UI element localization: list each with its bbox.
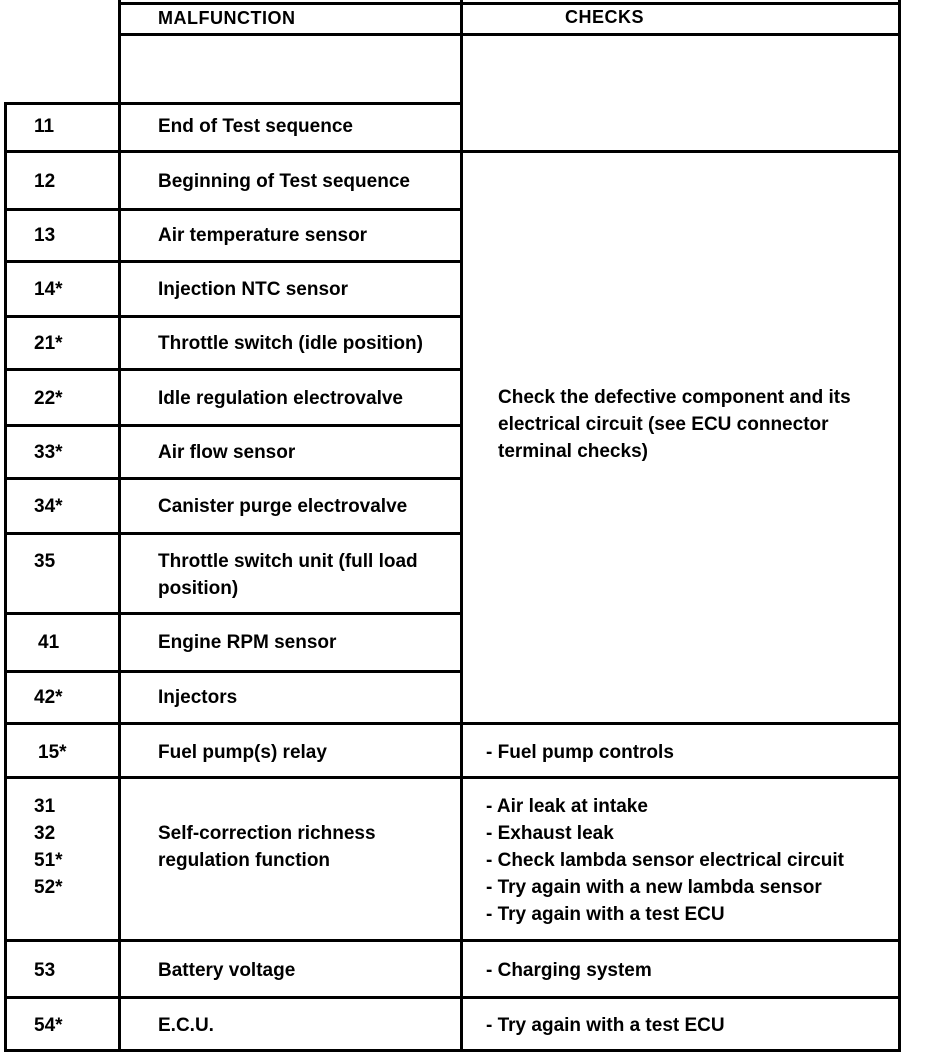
- fault-code: 21*: [34, 333, 63, 354]
- grid-line: [4, 996, 901, 999]
- grid-line: [4, 102, 463, 105]
- malfunction-text: Injectors: [158, 687, 238, 708]
- grid-line: [4, 315, 463, 318]
- checks-text: Check the defective component and its: [498, 387, 851, 408]
- grid-line: [4, 102, 7, 1052]
- grid-line: [4, 208, 463, 211]
- grid-line: [118, 33, 901, 36]
- fault-code: 31: [34, 796, 56, 817]
- malfunction-text: regulation function: [158, 850, 331, 871]
- malfunction-text: Engine RPM sensor: [158, 632, 337, 653]
- malfunction-text: Idle regulation electrovalve: [158, 388, 403, 409]
- malfunction-text: Self-correction richness: [158, 823, 376, 844]
- fault-code: 54*: [34, 1015, 63, 1036]
- malfunction-text: Air temperature sensor: [158, 225, 368, 246]
- malfunction-text: End of Test sequence: [158, 116, 353, 137]
- fault-code: 41: [38, 632, 60, 653]
- fault-code: 13: [34, 225, 56, 246]
- malfunction-text: Injection NTC sensor: [158, 279, 349, 300]
- malfunction-text: Air flow sensor: [158, 442, 296, 463]
- grid-line: [4, 670, 463, 673]
- checks-text: - Try again with a test ECU: [486, 1015, 725, 1036]
- malfunction-text: position): [158, 578, 239, 599]
- checks-text: - Charging system: [486, 960, 652, 981]
- checks-text: terminal checks): [498, 441, 648, 462]
- header-checks: CHECKS: [565, 7, 645, 27]
- grid-line: [4, 477, 463, 480]
- grid-line: [4, 776, 901, 779]
- grid-line: [460, 0, 463, 1052]
- malfunction-text: Canister purge electrovalve: [158, 496, 408, 517]
- grid-line: [898, 0, 901, 1052]
- fault-code: 52*: [34, 877, 63, 898]
- fault-code: 14*: [34, 279, 63, 300]
- fault-code: 53: [34, 960, 56, 981]
- malfunction-text: Beginning of Test sequence: [158, 171, 410, 192]
- checks-text: - Try again with a new lambda sensor: [486, 877, 822, 898]
- grid-line: [4, 260, 463, 263]
- grid-line: [118, 0, 121, 1052]
- checks-text: - Air leak at intake: [486, 796, 648, 817]
- malfunction-text: Throttle switch (idle position): [158, 333, 423, 354]
- fault-code: 51*: [34, 850, 63, 871]
- checks-text: - Exhaust leak: [486, 823, 614, 844]
- fault-code: 11: [34, 116, 55, 137]
- fault-code: 33*: [34, 442, 63, 463]
- checks-text: - Try again with a test ECU: [486, 904, 725, 925]
- grid-line: [4, 424, 463, 427]
- header-malfunction: MALFUNCTION: [158, 8, 296, 28]
- malfunction-text: Throttle switch unit (full load: [158, 551, 418, 572]
- fault-code: 32: [34, 823, 56, 844]
- fault-code: 35: [34, 551, 56, 572]
- grid-line: [4, 532, 463, 535]
- fault-code: 34*: [34, 496, 63, 517]
- grid-line: [4, 722, 901, 725]
- grid-line: [4, 150, 901, 153]
- grid-line: [4, 612, 463, 615]
- grid-line: [4, 368, 463, 371]
- checks-text: - Check lambda sensor electrical circuit: [486, 850, 844, 871]
- fault-code: 12: [34, 171, 56, 192]
- fault-code: 15*: [38, 742, 67, 763]
- checks-text: - Fuel pump controls: [486, 742, 674, 763]
- fault-code: 42*: [34, 687, 63, 708]
- malfunction-text: E.C.U.: [158, 1015, 214, 1036]
- checks-text: electrical circuit (see ECU connector: [498, 414, 829, 435]
- grid-line: [4, 939, 901, 942]
- grid-line: [4, 1049, 901, 1052]
- malfunction-text: Battery voltage: [158, 960, 296, 981]
- malfunction-text: Fuel pump(s) relay: [158, 742, 327, 763]
- fault-code: 22*: [34, 388, 63, 409]
